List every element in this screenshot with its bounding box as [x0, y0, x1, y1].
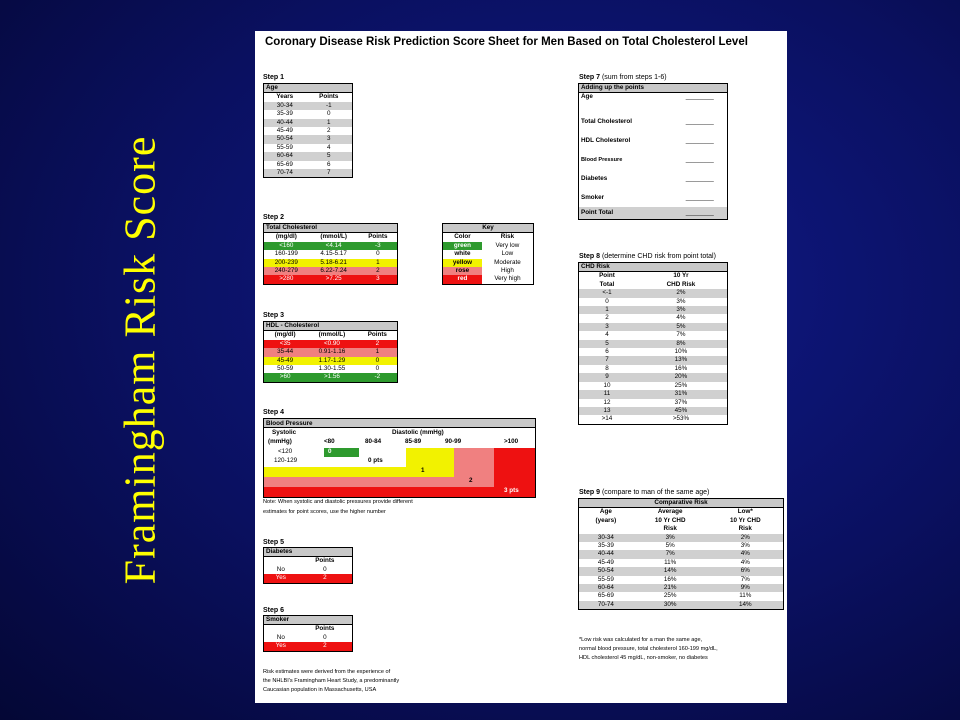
table-row — [579, 399, 728, 407]
table-row — [579, 131, 728, 150]
key-risk: Low — [501, 250, 514, 258]
sum-item-label: HDL Cholesterol — [581, 136, 631, 144]
hdl-mmol: <0.90 — [306, 340, 357, 348]
cr-age: 40-44 — [579, 550, 633, 558]
age-col-years: Years — [276, 93, 294, 101]
table-row — [264, 373, 398, 382]
chd-risk: 37% — [635, 399, 728, 407]
table-row — [264, 135, 353, 143]
diabetes-answer: Yes — [264, 574, 298, 583]
sum-item-label: Total Cholesterol — [581, 117, 632, 125]
smoker-points: 2 — [298, 642, 353, 651]
table-row — [264, 642, 353, 651]
cr-col-age: Age — [599, 508, 612, 516]
comparative-risk-table — [578, 498, 784, 610]
bp-cell-label: 0 — [328, 448, 332, 455]
step2-label: Step 2 — [263, 214, 285, 221]
tc-mgdl: 160-199 — [264, 250, 309, 258]
bp-col-label: <80 — [324, 438, 335, 445]
chd-risk: 10% — [635, 348, 728, 356]
low-risk-note-line3: HDL cholesterol 45 mg/dL, non-smoker, no diabetes — [579, 655, 708, 661]
key-col-color: Color — [454, 233, 471, 241]
tc-mgdl: 240-279 — [264, 267, 309, 275]
hdl-title: HDL - Cholesterol — [264, 322, 398, 331]
key-color: yellow — [443, 259, 482, 267]
step7-label-text: Step 7 — [579, 74, 601, 81]
table-row — [579, 601, 784, 610]
hdl-mgdl: 35-44 — [264, 348, 307, 356]
table-row — [264, 102, 353, 110]
cr-col-low: Low* — [737, 508, 753, 516]
age-range: 35-39 — [264, 110, 306, 118]
chd-points: 11 — [579, 390, 635, 398]
col-points: Points — [368, 233, 388, 241]
cr-average: 14% — [633, 567, 708, 575]
step3-label: Step 3 — [263, 312, 285, 319]
chd-points: 0 — [579, 298, 635, 306]
table-row — [579, 188, 728, 207]
cr-age: 45-49 — [579, 559, 633, 567]
sum-item-label: Smoker — [581, 193, 605, 201]
table-row — [264, 267, 398, 275]
chd-risk: 16% — [635, 365, 728, 373]
key-risk: Very high — [494, 275, 521, 283]
age-points: -1 — [306, 102, 353, 110]
sum-item-blank: ________ — [685, 117, 714, 125]
bp-col-label: >100 — [504, 438, 519, 445]
age-col-points: Points — [319, 93, 339, 101]
table-row — [579, 567, 784, 575]
key-color: green — [443, 242, 482, 250]
hdl-points: 0 — [358, 365, 398, 373]
table-row — [264, 340, 398, 348]
cr-age: 55-59 — [579, 576, 633, 584]
table-row — [579, 390, 728, 398]
hdl-mmol: >1.56 — [306, 373, 357, 382]
bp-cell-label: 1 — [421, 467, 425, 474]
chd-risk: 4% — [635, 314, 728, 322]
sum-item-blank: ________ — [685, 155, 714, 163]
cr-low: 11% — [708, 592, 784, 600]
table-row — [579, 534, 784, 542]
cr-col-low-chd: 10 Yr CHD — [729, 516, 761, 524]
table-row — [579, 112, 728, 131]
age-range: 40-44 — [264, 119, 306, 127]
hdl-mgdl: 45-49 — [264, 357, 307, 365]
chd-points: 12 — [579, 399, 635, 407]
step9-label — [579, 489, 709, 496]
diabetes-title: Diabetes — [264, 548, 353, 557]
chd-points: 8 — [579, 365, 635, 373]
key-col-risk: Risk — [500, 233, 515, 241]
bp-cell-label: 3 pts — [504, 487, 519, 494]
step9-label-text: Step 9 — [579, 489, 601, 496]
table-row — [579, 150, 728, 169]
tc-mmol: >7.25 — [309, 275, 359, 284]
sum-item-blank: ________ — [685, 193, 714, 201]
hdl-points: 1 — [358, 348, 398, 356]
comparative-risk-title: Comparative Risk — [579, 499, 784, 508]
cr-age: 50-54 — [579, 567, 633, 575]
cr-average: 5% — [633, 542, 708, 550]
cr-age: 65-69 — [579, 592, 633, 600]
table-row — [264, 169, 353, 178]
key-color: red — [443, 275, 482, 284]
age-range: 55-59 — [264, 144, 306, 152]
col-mgdl: (mg/dl) — [275, 233, 297, 241]
chd-points: 2 — [579, 314, 635, 322]
bp-systolic-label: Systolic — [272, 429, 297, 436]
smoker-answer: No — [264, 634, 298, 642]
age-range: 60-64 — [264, 152, 306, 160]
tc-points: 0 — [359, 250, 398, 258]
table-row — [264, 110, 353, 118]
bp-systolic-unit: (mmHg) — [268, 438, 292, 445]
points-sum-table — [578, 83, 728, 220]
chd-risk: 3% — [635, 298, 728, 306]
points-sum-title: Adding up the points — [579, 84, 728, 93]
table-row — [264, 250, 398, 258]
tc-mgdl: <160 — [264, 242, 309, 250]
step5-label: Step 5 — [263, 539, 285, 546]
chd-points: >14 — [579, 415, 635, 424]
table-row — [264, 259, 398, 267]
table-row — [579, 592, 784, 600]
smoker-title: Smoker — [264, 616, 353, 625]
table-row — [579, 365, 728, 373]
table-row — [579, 415, 728, 424]
col-mmol: (mmol/L) — [320, 233, 347, 241]
age-points: 5 — [306, 152, 353, 160]
bp-cell-label: 2 — [469, 477, 473, 484]
sum-item-label: Blood Pressure — [581, 156, 623, 163]
chd-risk: 8% — [635, 340, 728, 348]
chd-risk: 13% — [635, 356, 728, 364]
table-row — [579, 348, 728, 356]
smoker-answer: Yes — [264, 642, 298, 651]
cr-col-blank — [579, 525, 633, 533]
chd-col-point: Point — [599, 272, 615, 280]
low-risk-note-line1: *Low risk was calculated for a man the same age, — [579, 637, 703, 643]
table-row — [579, 356, 728, 364]
cr-average: 16% — [633, 576, 708, 584]
table-row — [264, 152, 353, 160]
hdl-mgdl: >60 — [264, 373, 307, 382]
cr-age: 30-34 — [579, 534, 633, 542]
slide-title: Framingham Risk Score — [115, 135, 165, 585]
table-row — [264, 634, 353, 642]
hdl-mgdl: <35 — [264, 340, 307, 348]
key-color: rose — [443, 267, 482, 275]
cr-low: 4% — [708, 559, 784, 567]
bp-zone-2-row — [264, 477, 494, 487]
table-row — [579, 340, 728, 348]
cr-average: 3% — [633, 534, 708, 542]
table-row — [264, 161, 353, 169]
key-risk: High — [500, 267, 514, 275]
cr-low: 4% — [708, 550, 784, 558]
bp-diastolic-label: Diastolic (mmHg) — [392, 429, 444, 436]
age-points: 6 — [306, 161, 353, 169]
step8-label-text: Step 8 — [579, 253, 601, 260]
cr-col-avg-chd: 10 Yr CHD — [654, 516, 686, 524]
hdl-mmol: 1.17-1.29 — [306, 357, 357, 365]
tc-mmol: <4.14 — [309, 242, 359, 250]
step6-label: Step 6 — [263, 607, 285, 614]
step8-label-note: (determine CHD risk from point total) — [601, 253, 716, 260]
chd-col-total: Total — [599, 280, 615, 288]
chd-points: 1 — [579, 306, 635, 314]
cr-col-low-risk: Risk — [738, 525, 752, 533]
low-risk-note-line2: normal blood pressure, total cholesterol 160-199 mg/dL, — [579, 646, 718, 652]
age-range: 65-69 — [264, 161, 306, 169]
table-row — [579, 93, 728, 113]
table-row — [579, 576, 784, 584]
table-row — [579, 559, 784, 567]
table-row — [264, 275, 398, 284]
age-points: 4 — [306, 144, 353, 152]
footnote-line2: the NHLBI's Framingham Heart Study, a predominantly — [263, 678, 400, 684]
chd-risk: 7% — [635, 331, 728, 339]
table-row — [264, 119, 353, 127]
table-row — [264, 566, 353, 574]
diabetes-table — [263, 547, 353, 584]
chd-points: <-1 — [579, 289, 635, 297]
sum-item-blank: ________ — [685, 93, 714, 101]
chd-col-10yr: 10 Yr — [673, 272, 689, 280]
chd-risk-title: CHD Risk — [579, 263, 728, 272]
cr-age: 35-39 — [579, 542, 633, 550]
bp-title: Blood Pressure — [264, 419, 535, 428]
cr-col-years: (years) — [595, 516, 617, 524]
diabetes-points: 2 — [298, 574, 353, 583]
age-table-title: Age — [264, 84, 353, 93]
tc-mmol: 4.15-5.17 — [309, 250, 359, 258]
table-row — [264, 357, 398, 365]
table-row — [443, 259, 534, 267]
table-row — [443, 242, 534, 250]
cr-average: 7% — [633, 550, 708, 558]
table-row — [579, 584, 784, 592]
cr-low: 9% — [708, 584, 784, 592]
bp-row-label: 120-129 — [274, 457, 298, 464]
table-row — [579, 407, 728, 415]
step9-label-note: (compare to man of the same age) — [601, 489, 710, 496]
chd-risk: 2% — [635, 289, 728, 297]
table-row — [443, 250, 534, 258]
step7-label-note: (sum from steps 1-6) — [601, 74, 667, 81]
step1-label: Step 1 — [263, 74, 285, 81]
chd-points: 6 — [579, 348, 635, 356]
chd-risk: 5% — [635, 323, 728, 331]
key-risk: Very low — [495, 241, 520, 249]
table-row — [579, 331, 728, 339]
chd-points: 7 — [579, 356, 635, 364]
table-row — [579, 323, 728, 331]
total-cholesterol-title: Total Cholesterol — [264, 224, 398, 233]
cr-low: 14% — [708, 601, 784, 610]
bp-row-label: <120 — [278, 448, 293, 455]
chd-points: 4 — [579, 331, 635, 339]
bp-note-line1: Note: When systolic and diastolic pressures provide different — [263, 499, 413, 505]
total-cholesterol-table — [263, 223, 398, 285]
table-row — [579, 382, 728, 390]
key-title: Key — [443, 224, 534, 233]
bp-zone-3-row — [264, 487, 535, 497]
cr-age: 60-64 — [579, 584, 633, 592]
table-row — [579, 207, 728, 220]
table-row — [579, 169, 728, 188]
bp-col-label: 80-84 — [365, 438, 382, 445]
diabetes-points: 0 — [298, 566, 353, 574]
col-mmol: (mmol/L) — [318, 331, 346, 339]
chd-col-risk: CHD Risk — [666, 280, 696, 288]
sum-item-blank: ________ — [672, 207, 727, 220]
chd-points: 3 — [579, 323, 635, 331]
table-row — [443, 267, 534, 275]
table-row — [264, 348, 398, 356]
hdl-points: 2 — [358, 340, 398, 348]
chd-risk: 3% — [635, 306, 728, 314]
tc-points: 1 — [359, 259, 398, 267]
cr-col-avg-risk: Risk — [663, 525, 677, 533]
chd-risk: 20% — [635, 373, 728, 381]
col-points: Points — [315, 557, 335, 565]
step8-label — [579, 253, 716, 260]
table-row — [579, 314, 728, 322]
bp-note-line2: estimates for point scores, use the higher number — [263, 509, 386, 515]
smoker-points: 0 — [298, 634, 353, 642]
chd-risk: >53% — [635, 415, 728, 424]
age-points: 0 — [306, 110, 353, 118]
chd-risk: 45% — [635, 407, 728, 415]
table-row — [264, 365, 398, 373]
cr-col-average: Average — [657, 508, 683, 516]
age-points: 3 — [306, 135, 353, 143]
cr-low: 6% — [708, 567, 784, 575]
hdl-mmol: 0.91-1.16 — [306, 348, 357, 356]
blood-pressure-grid — [263, 418, 536, 498]
sum-item-blank: ________ — [685, 136, 714, 144]
sum-item-label: Diabetes — [581, 174, 608, 182]
chd-risk: 31% — [635, 390, 728, 398]
cr-average: 21% — [633, 584, 708, 592]
diabetes-answer: No — [264, 566, 298, 574]
age-range: 30-34 — [264, 102, 306, 110]
chd-points: 9 — [579, 373, 635, 381]
footnote-line3: Caucasian population in Massachusetts, USA — [263, 687, 377, 693]
cr-low: 3% — [708, 542, 784, 550]
key-risk: Moderate — [494, 258, 521, 266]
cr-average: 25% — [633, 592, 708, 600]
tc-mgdl: 200-239 — [264, 259, 309, 267]
bp-col-label: 85-89 — [405, 438, 422, 445]
tc-points: 3 — [359, 275, 398, 284]
table-row — [579, 289, 728, 297]
col-points: Points — [367, 331, 387, 339]
table-row — [443, 275, 534, 284]
table-row — [579, 550, 784, 558]
score-sheet — [255, 31, 787, 703]
footnote-line1: Risk estimates were derived from the experience of — [263, 669, 391, 675]
hdl-table — [263, 321, 398, 383]
step7-label — [579, 74, 667, 81]
key-color: white — [443, 250, 482, 258]
color-key-table — [442, 223, 534, 285]
table-row — [264, 144, 353, 152]
col-mgdl: (mg/dl) — [274, 331, 296, 339]
age-points: 2 — [306, 127, 353, 135]
sum-item-label: Age — [581, 93, 593, 101]
tc-mmol: 6.22-7.24 — [309, 267, 359, 275]
col-points: Points — [315, 625, 335, 633]
chd-points: 13 — [579, 407, 635, 415]
cr-low: 7% — [708, 576, 784, 584]
chd-risk-table — [578, 262, 728, 425]
table-row — [264, 242, 398, 250]
bp-col-label: 90-99 — [445, 438, 462, 445]
cr-average: 11% — [633, 559, 708, 567]
age-points: 7 — [306, 169, 353, 178]
table-row — [579, 373, 728, 381]
table-row — [579, 542, 784, 550]
age-table — [263, 83, 353, 178]
chd-points: 5 — [579, 340, 635, 348]
cr-age: 70-74 — [579, 601, 633, 610]
table-row — [579, 306, 728, 314]
sheet-title: Coronary Disease Risk Prediction Score Sheet for Men Based on Total Cholesterol Level — [265, 36, 748, 48]
tc-mmol: 5.18-6.21 — [309, 259, 359, 267]
step4-label: Step 4 — [263, 409, 285, 416]
smoker-table — [263, 615, 353, 652]
tc-points: -3 — [359, 242, 398, 250]
tc-points: 2 — [359, 267, 398, 275]
age-range: 70-74 — [264, 169, 306, 178]
age-range: 45-49 — [264, 127, 306, 135]
bp-cell-label: 0 pts — [368, 457, 383, 464]
cr-low: 2% — [708, 534, 784, 542]
sum-item-blank: ________ — [685, 174, 714, 182]
hdl-points: 0 — [358, 357, 398, 365]
chd-risk: 25% — [635, 382, 728, 390]
sum-item-label: Point Total — [579, 207, 673, 220]
hdl-mgdl: 50-59 — [264, 365, 307, 373]
table-row — [579, 298, 728, 306]
table-row — [264, 574, 353, 583]
hdl-points: -2 — [358, 373, 398, 382]
tc-mgdl: >280 — [264, 275, 309, 284]
table-row — [264, 127, 353, 135]
age-points: 1 — [306, 119, 353, 127]
age-range: 50-54 — [264, 135, 306, 143]
bp-zone-1-row — [264, 467, 454, 477]
chd-points: 10 — [579, 382, 635, 390]
cr-average: 30% — [633, 601, 708, 610]
hdl-mmol: 1.30-1.55 — [306, 365, 357, 373]
